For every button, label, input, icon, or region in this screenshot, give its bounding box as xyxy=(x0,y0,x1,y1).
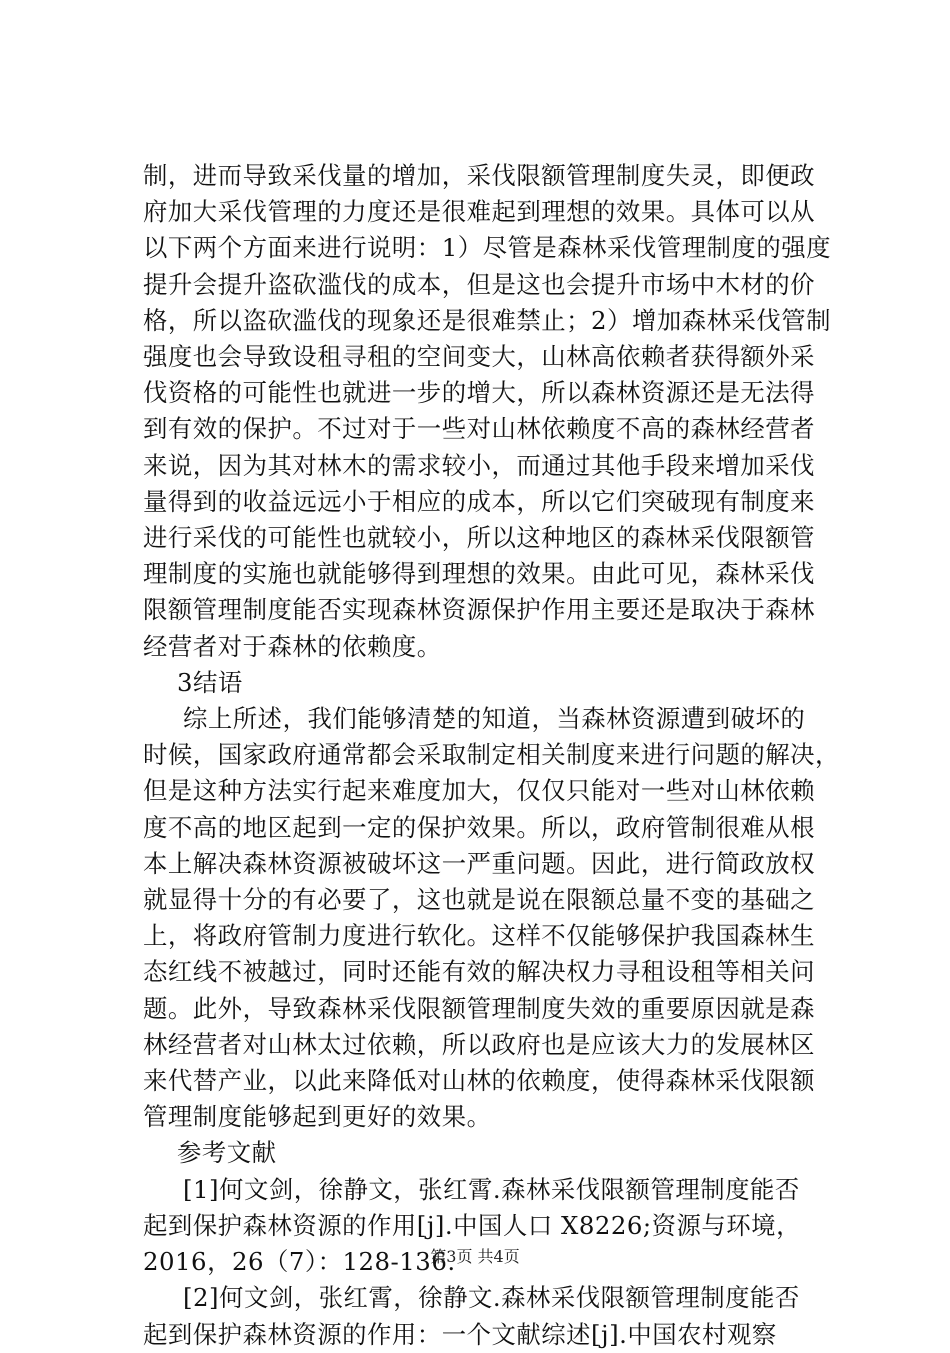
text-line: 来代替产业，以此来降低对山林的依赖度，使得森林采伐限额 xyxy=(143,1066,816,1096)
document-body xyxy=(143,158,840,1353)
text-line: 制，进而导致采伐量的增加，采伐限额管理制度失灵，即便政 xyxy=(143,161,816,190)
text-line: 理制度的实施也就能够得到理想的效果。由此可见，森林采伐 xyxy=(143,559,816,589)
text-line: 量得到的收益远远小于相应的成本，所以它们突破现有制度来 xyxy=(143,486,816,516)
text-line: 题。此外，导致森林采伐限额管理制度失效的重要原因就是森 xyxy=(143,993,816,1023)
text-line: 提升会提升盗砍滥伐的成本，但是这也会提升市场中木材的价 xyxy=(143,269,816,299)
text-line: 度不高的地区起到一定的保护效果。所以，政府管制很难从根 xyxy=(143,812,816,842)
text-line: 进行采伐的可能性也就较小，所以这种地区的森林采伐限额管 xyxy=(143,523,816,553)
text-line: 经营者对于森林的依赖度。 xyxy=(143,631,442,661)
text-line: 林经营者对山林太过依赖，所以政府也是应该大力的发展林区 xyxy=(143,1029,816,1059)
page-footer: 第3页 共4页 xyxy=(430,1247,520,1266)
text-line: 综上所述，我们能够清楚的知道，当森林资源遭到破坏的 xyxy=(183,704,806,734)
text-line: 格，所以盗砍滥伐的现象还是很难禁止；2）增加森林采伐管制 xyxy=(143,305,832,335)
text-line: 府加大采伐管理的力度还是很难起到理想的效果。具体可以从 xyxy=(143,197,816,227)
reference-line: 起到保护森林资源的作用[j].中国人口 X8226;资源与环境， xyxy=(143,1210,801,1240)
text-line: 管理制度能够起到更好的效果。 xyxy=(143,1102,492,1132)
text-line: 伐资格的可能性也就进一步的增大，所以森林资源还是无法得 xyxy=(143,378,816,408)
text-line: 态红线不被越过，同时还能有效的解决权力寻租设租等相关问 xyxy=(143,957,816,987)
text-line: 以下两个方面来进行说明：1）尽管是森林采伐管理制度的强度 xyxy=(143,233,832,263)
reference-line: [2]何文剑，张红霄，徐静文.森林采伐限额管理制度能否 xyxy=(183,1283,800,1313)
section-heading: 3结语 xyxy=(177,667,243,697)
text-line: 来说，因为其对林木的需求较小，而通过其他手段来增加采伐 xyxy=(143,450,816,480)
text-line: 上，将政府管制力度进行软化。这样不仅能够保护我国森林生 xyxy=(143,921,816,951)
text-line: 限额管理制度能否实现森林资源保护作用主要还是取决于森林 xyxy=(143,595,816,625)
reference-line: [1]何文剑，徐静文，张红霄.森林采伐限额管理制度能否 xyxy=(183,1174,800,1204)
text-line: 就显得十分的有必要了，这也就是说在限额总量不变的基础之 xyxy=(143,885,816,915)
reference-line: 起到保护森林资源的作用：一个文献综述[j].中国农村观察 xyxy=(143,1319,777,1349)
text-line: 本上解决森林资源被破坏这一严重问题。因此，进行简政放权 xyxy=(143,848,816,878)
reference-line: 2016，26（7）：128-136. xyxy=(143,1247,456,1277)
references-heading: 参考文献 xyxy=(177,1138,277,1168)
paragraph-conclusion xyxy=(143,701,840,1135)
text-line: 强度也会导致设租寻租的空间变大，山林高依赖者获得额外采 xyxy=(143,342,816,372)
reference-2 xyxy=(143,1280,829,1352)
text-line: 时候，国家政府通常都会采取制定相关制度来进行问题的解决， xyxy=(143,740,840,770)
text-line: 到有效的保护。不过对于一些对山林依赖度不高的森林经营者 xyxy=(143,414,816,444)
text-line: 但是这种方法实行起来难度加大，仅仅只能对一些对山林依赖 xyxy=(143,776,816,806)
paragraph-continuation xyxy=(143,158,832,665)
